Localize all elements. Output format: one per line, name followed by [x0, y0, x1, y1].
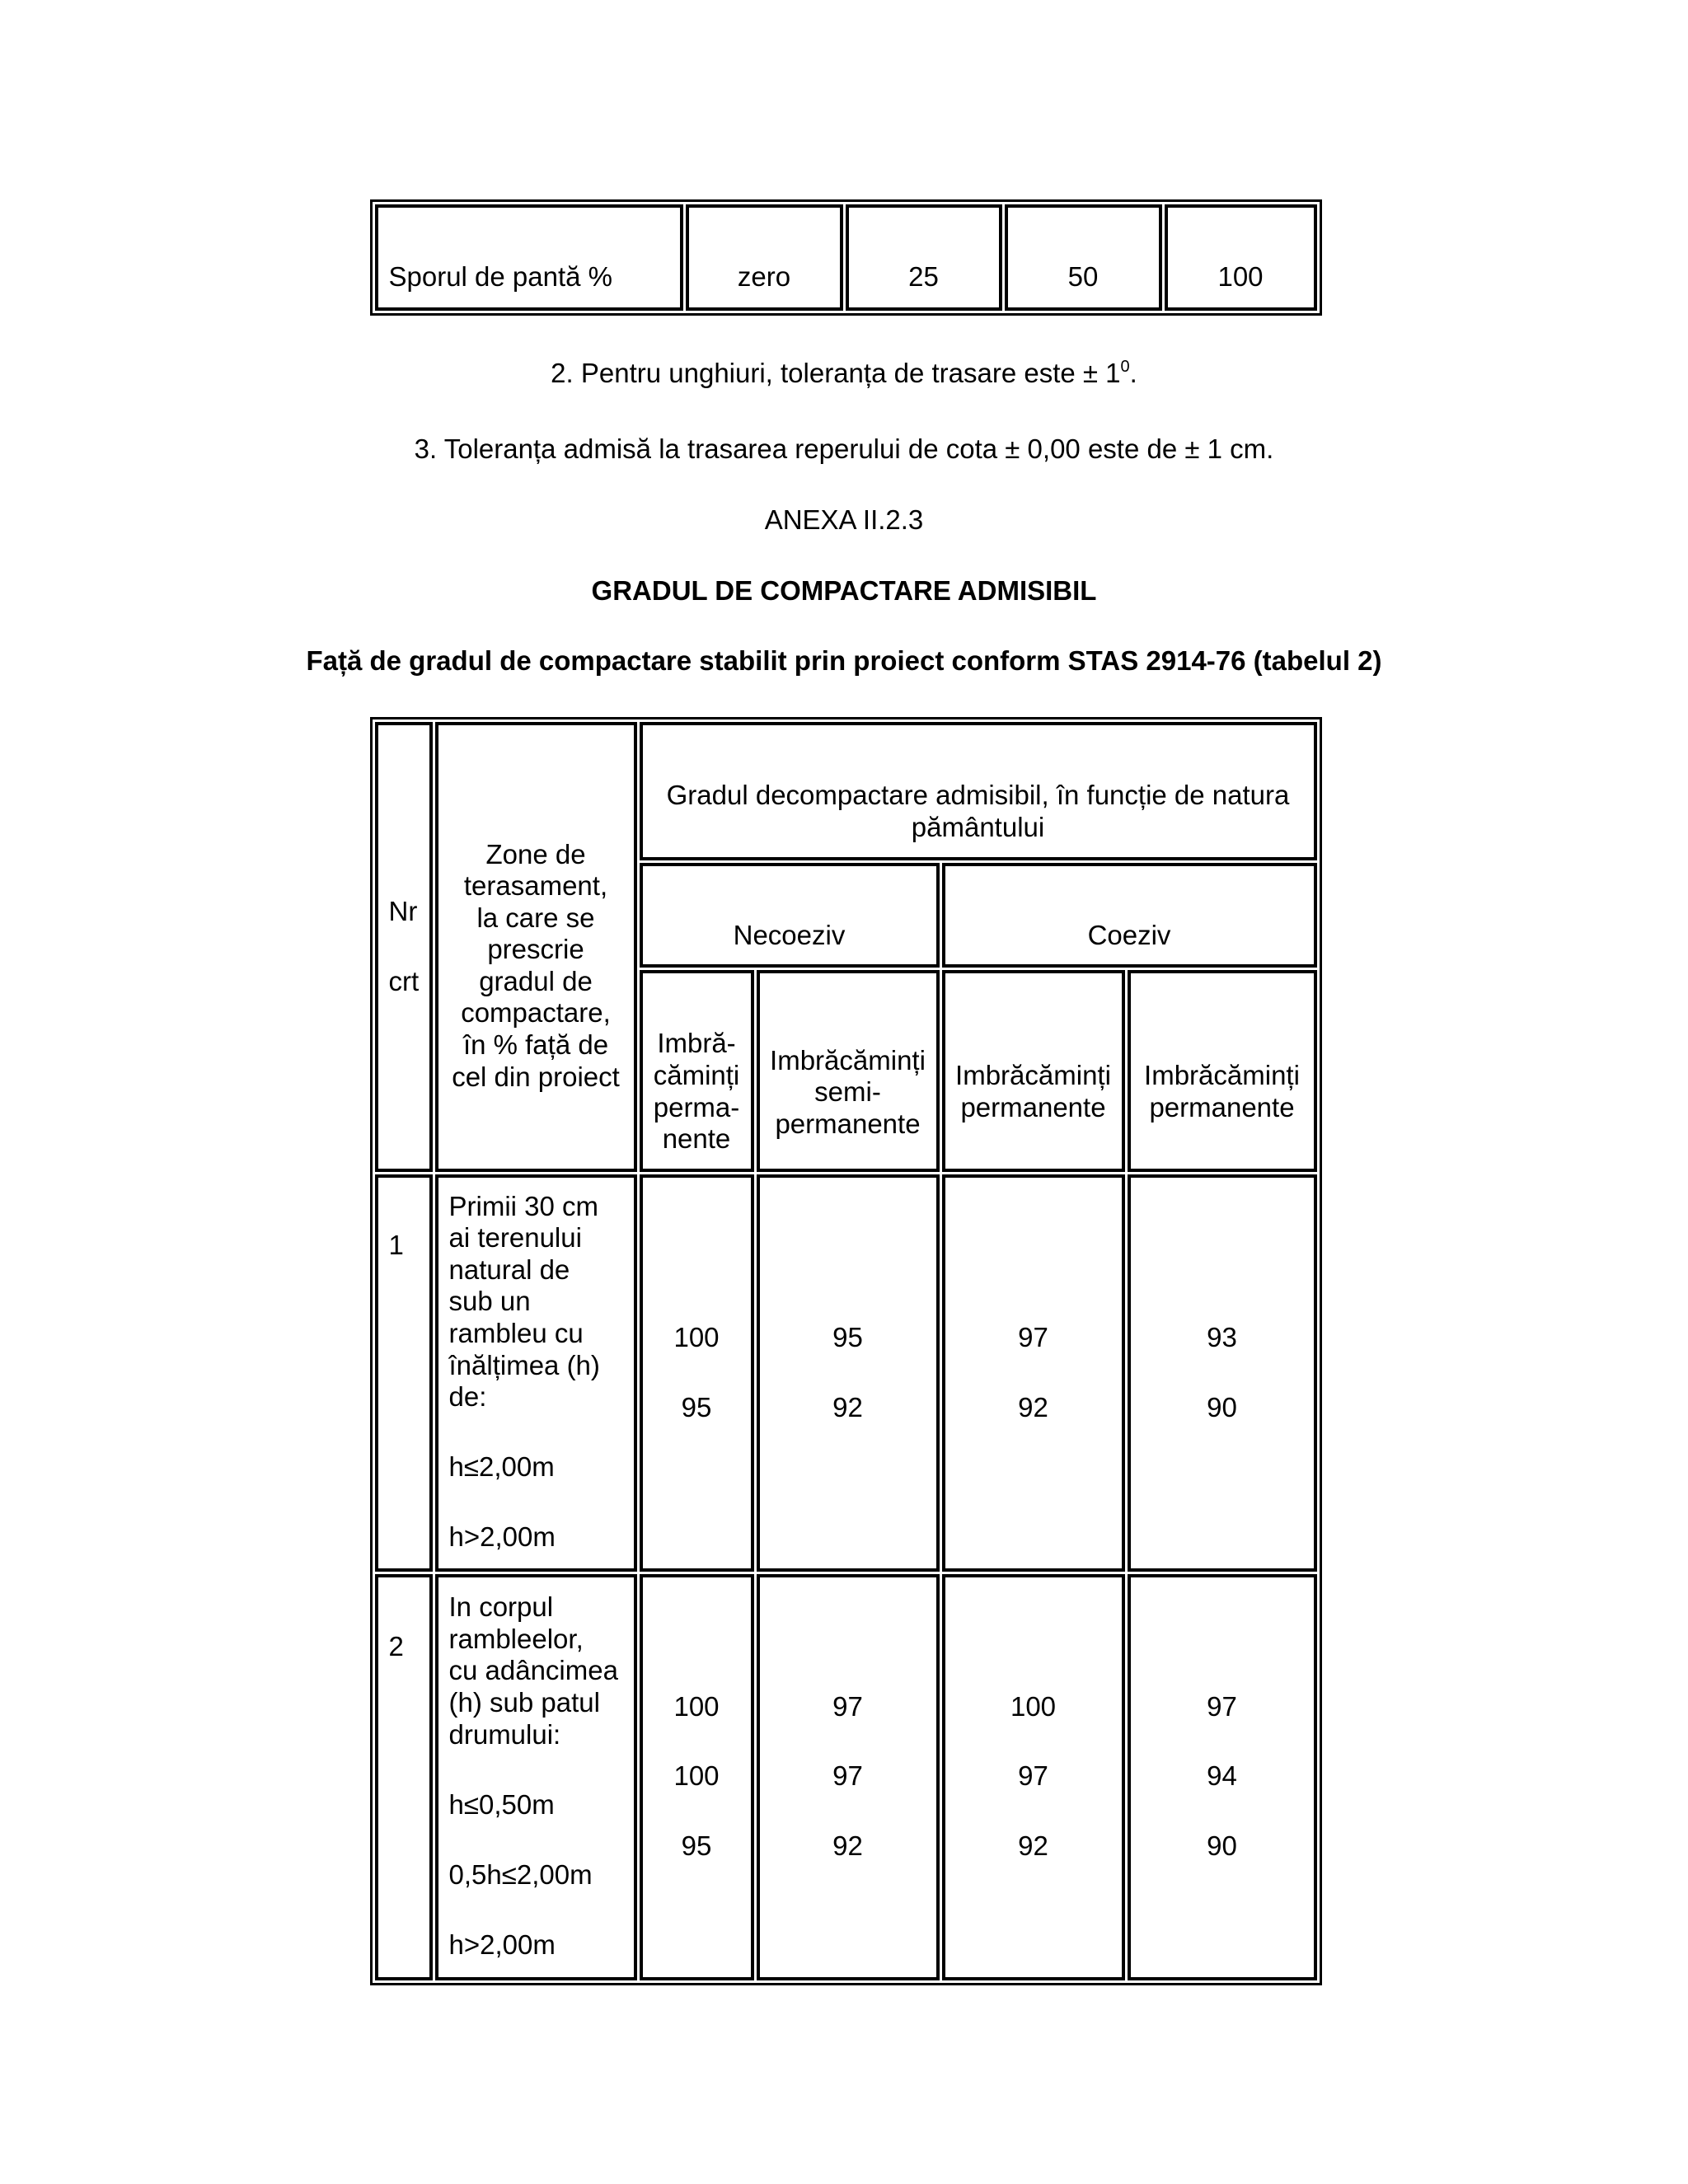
compaction-value: 95 [681, 1830, 712, 1862]
header-crt: crt [388, 965, 420, 996]
slope-value-cell [686, 204, 843, 311]
pavement-label: Imbrăcăminți semi- permanente [770, 1044, 926, 1139]
slope-label-cell [375, 204, 683, 311]
section-subtitle: Față de gradul de compactare stabilit prin proiect conform STAS 2914-76 (tabelul 2) [306, 645, 1382, 676]
zone-cell [435, 1574, 637, 1980]
row-number: 2 [388, 1630, 404, 1661]
note-angles-superscript: 0 [1120, 358, 1130, 377]
table-row [375, 1174, 1317, 1572]
compaction-value: 97 [1018, 1321, 1048, 1352]
table-row [375, 204, 1317, 311]
note-angles-text: 2. Pentru unghiuri, toleranța de trasare este ± 1 [551, 358, 1121, 389]
slope-table [370, 199, 1322, 316]
zone-description: In corpul rambleelor, cu adâncimea (h) sub patul drumului: [448, 1591, 618, 1750]
value-cell [1128, 1174, 1317, 1572]
slope-value: 100 [1217, 260, 1264, 292]
note-angles-end: . [1129, 358, 1137, 389]
pavement-label: Imbrăcăminți permanente [955, 1060, 1111, 1122]
slope-value-cell [846, 204, 1002, 311]
header-nr: Nr [388, 895, 418, 926]
compaction-value: 95 [681, 1391, 712, 1422]
compaction-value: 90 [1207, 1391, 1237, 1422]
slope-label: Sporul de pantă % [388, 260, 613, 292]
zone-condition: h>2,00m [448, 1521, 556, 1553]
header-pavement-cell [640, 970, 754, 1172]
row-number-cell [375, 1174, 433, 1572]
compaction-value: 100 [673, 1321, 720, 1352]
row-number: 1 [388, 1230, 404, 1260]
compaction-table [370, 717, 1322, 1985]
slope-value: 50 [1067, 260, 1099, 292]
header-zone-cell [435, 722, 637, 1172]
row-number-cell [375, 1574, 433, 1980]
header-pavement-cell [942, 970, 1125, 1172]
compaction-value: 92 [832, 1830, 863, 1862]
value-cell [640, 1574, 754, 1980]
zone-condition: h≤0,50m [448, 1788, 555, 1820]
value-cell [942, 1574, 1125, 1980]
zone-description: Primii 30 cm ai terenului natural de sub un rambleu cu înălțimea (h) de: [448, 1190, 600, 1413]
zone-condition: 0,5h≤2,00m [448, 1858, 593, 1890]
zone-condition: h>2,00m [448, 1929, 556, 1960]
slope-value: zero [737, 260, 791, 292]
annex-label: ANEXA II.2.3 [764, 504, 924, 535]
compaction-value: 92 [1018, 1830, 1048, 1862]
header-zone: Zone de terasament, la care se prescrie gradul de compactare, în % față de cel din proiect [452, 838, 620, 1092]
zone-condition: h≤2,00m [448, 1451, 555, 1483]
soil-type-label: Coeziv [1087, 919, 1171, 950]
compaction-value: 94 [1207, 1760, 1237, 1792]
note-tolerance: 3. Toleranța admisă la trasarea reperului de cota ± 0,00 este de ± 1 cm. [414, 433, 1274, 464]
section-title: GRADUL DE COMPACTARE ADMISIBIL [591, 575, 1097, 607]
header-group: Gradul decompactare admisibil, în funcție de natura pământului [666, 780, 1290, 842]
value-cell [942, 1174, 1125, 1572]
compaction-value: 92 [832, 1391, 863, 1422]
header-pavement-cell [757, 970, 940, 1172]
compaction-value: 97 [1018, 1760, 1048, 1792]
compaction-value: 92 [1018, 1391, 1048, 1422]
table-row [375, 1574, 1317, 1980]
compaction-value: 97 [832, 1690, 863, 1722]
value-cell [1128, 1574, 1317, 1980]
header-row [375, 722, 1317, 860]
note-angles [0, 358, 1688, 390]
header-soil-necoeziv [640, 863, 940, 968]
pavement-label: Imbră- căminți perma- nente [653, 1028, 740, 1155]
header-pavement-cell [1128, 970, 1317, 1172]
value-cell [757, 1574, 940, 1980]
header-nr-cell [375, 722, 433, 1172]
compaction-value: 97 [1207, 1690, 1237, 1722]
compaction-value: 97 [832, 1760, 863, 1792]
header-soil-coeziv [942, 863, 1317, 968]
header-group-cell [640, 722, 1317, 860]
compaction-value: 100 [673, 1690, 720, 1722]
value-cell [640, 1174, 754, 1572]
slope-value-cell [1005, 204, 1162, 311]
compaction-value: 100 [1010, 1690, 1057, 1722]
slope-value: 25 [908, 260, 939, 292]
soil-type-label: Necoeziv [733, 919, 846, 950]
slope-value-cell [1165, 204, 1317, 311]
compaction-value: 93 [1207, 1321, 1237, 1352]
pavement-label: Imbrăcăminți permanente [1144, 1060, 1300, 1122]
zone-cell [435, 1174, 637, 1572]
compaction-value: 100 [673, 1760, 720, 1792]
value-cell [757, 1174, 940, 1572]
compaction-value: 95 [832, 1321, 863, 1352]
compaction-value: 90 [1207, 1830, 1237, 1862]
